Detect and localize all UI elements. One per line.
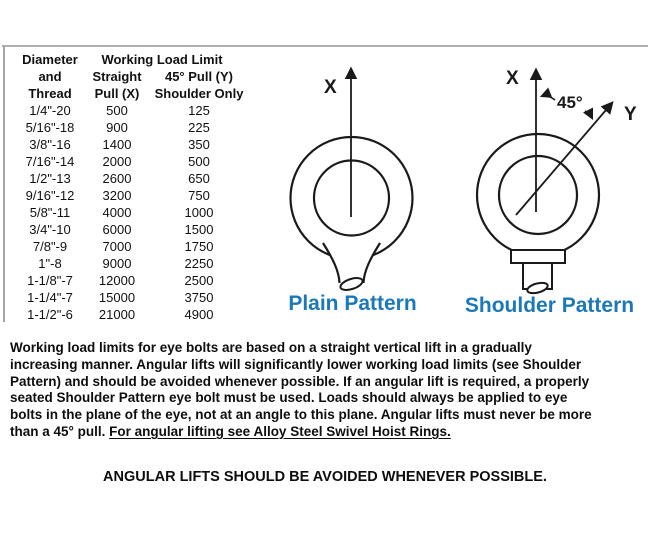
angle-pointer-right bbox=[585, 111, 592, 118]
table-row bbox=[10, 102, 254, 119]
x-axis-label: X bbox=[506, 68, 519, 89]
header-shoulder-only: Shoulder Only bbox=[154, 86, 244, 101]
cell-angular-pull: 225 bbox=[188, 120, 210, 135]
cell-angular-pull: 750 bbox=[188, 188, 210, 203]
cell-diameter-thread: 7/8"-9 bbox=[32, 239, 68, 254]
cell-angular-pull: 2500 bbox=[184, 273, 214, 288]
cell-angular-pull: 4900 bbox=[184, 307, 214, 322]
cell-straight-pull: 9000 bbox=[102, 256, 132, 271]
cell-angular-pull: 125 bbox=[188, 103, 210, 118]
paragraph-line: increasing manner. Angular lifts will significantly lower working load limits (see Shoulder bbox=[10, 356, 582, 372]
angle-45-label: 45° bbox=[557, 93, 583, 112]
cell-diameter-thread: 5/16"-18 bbox=[25, 120, 75, 135]
table-header-row-3 bbox=[10, 85, 254, 102]
table-header-row-1 bbox=[10, 51, 254, 68]
warning-text: ANGULAR LIFTS SHOULD BE AVOIDED WHENEVER POSSIBLE. bbox=[103, 469, 547, 485]
cell-angular-pull: 650 bbox=[188, 171, 210, 186]
header-straight: Straight bbox=[92, 69, 142, 84]
cell-straight-pull: 6000 bbox=[102, 222, 132, 237]
working-load-limit-table bbox=[10, 51, 254, 323]
header-45-pull: 45° Pull (Y) bbox=[164, 69, 234, 84]
cell-angular-pull: 1500 bbox=[184, 222, 214, 237]
cell-diameter-thread: 1/2"-13 bbox=[29, 171, 71, 186]
cell-angular-pull: 1750 bbox=[184, 239, 214, 254]
table-row bbox=[10, 238, 254, 255]
eye-inner-ring bbox=[499, 156, 577, 234]
plain-pattern-caption: Plain Pattern bbox=[288, 292, 417, 315]
cell-straight-pull: 2000 bbox=[102, 154, 132, 169]
table-header-row-2 bbox=[10, 68, 254, 85]
angle-pointer-left bbox=[542, 96, 555, 101]
cell-angular-pull: 2250 bbox=[184, 256, 214, 271]
cell-angular-pull: 500 bbox=[188, 154, 210, 169]
shoulder-pattern-diagram bbox=[455, 57, 650, 295]
table-row bbox=[10, 170, 254, 187]
cell-straight-pull: 1400 bbox=[102, 137, 132, 152]
paragraph-line: Pattern) and should be avoided whenever possible. If an angular lift is required, a properly bbox=[10, 373, 590, 389]
cell-diameter-thread: 7/16"-14 bbox=[25, 154, 75, 169]
table-row bbox=[10, 221, 254, 238]
cell-straight-pull: 3200 bbox=[102, 188, 132, 203]
cell-diameter-thread: 1-1/2"-6 bbox=[27, 307, 73, 322]
cell-angular-pull: 3750 bbox=[184, 290, 214, 305]
y-axis-label: Y bbox=[624, 104, 637, 125]
table-row bbox=[10, 255, 254, 272]
cell-angular-pull: 350 bbox=[188, 137, 210, 152]
header-diameter: Diameter bbox=[22, 52, 78, 67]
swivel-hoist-rings-link[interactable]: For angular lifting see Alloy Steel Swivel Hoist Rings. bbox=[109, 423, 451, 439]
paragraph-line-last bbox=[10, 424, 650, 441]
paragraph-line: bolts in the plane of the eye, not at an angle to this plane. Angular lifts must never be more bbox=[10, 407, 592, 423]
table-row bbox=[10, 204, 254, 221]
header-thread: Thread bbox=[28, 86, 72, 101]
table-row bbox=[10, 187, 254, 204]
table-row bbox=[10, 136, 254, 153]
cell-diameter-thread: 5/8"-11 bbox=[29, 205, 71, 220]
header-pull-x: Pull (X) bbox=[94, 86, 140, 101]
paragraph-line6-prefix: than a 45° pull. bbox=[10, 423, 110, 439]
top-border-line bbox=[2, 45, 648, 47]
cell-diameter-thread: 3/8"-16 bbox=[29, 137, 71, 152]
cell-straight-pull: 500 bbox=[106, 103, 128, 118]
cell-straight-pull: 12000 bbox=[98, 273, 136, 288]
table-row bbox=[10, 119, 254, 136]
shoulder-pattern-caption: Shoulder Pattern bbox=[464, 294, 635, 317]
header-and: and bbox=[38, 69, 62, 84]
info-paragraph bbox=[10, 340, 650, 441]
cell-angular-pull: 1000 bbox=[184, 205, 214, 220]
shoulder-flange bbox=[511, 250, 565, 263]
plain-pattern-diagram bbox=[283, 57, 428, 295]
table-row bbox=[10, 306, 254, 323]
cell-straight-pull: 2600 bbox=[102, 171, 132, 186]
cell-straight-pull: 7000 bbox=[102, 239, 132, 254]
cell-straight-pull: 15000 bbox=[98, 290, 136, 305]
paragraph-line: seated Shoulder Pattern eye bolt must be used. Loads should always be applied to eye bbox=[10, 390, 568, 406]
x-axis-label: X bbox=[324, 77, 337, 98]
eye-outer-ring bbox=[477, 134, 599, 256]
cell-diameter-thread: 1"-8 bbox=[38, 256, 62, 271]
cell-diameter-thread: 1-1/8"-7 bbox=[27, 273, 73, 288]
paragraph-line: Working load limits for eye bolts are based on a straight vertical lift in a gradually bbox=[10, 340, 532, 355]
cell-diameter-thread: 9/16"-12 bbox=[25, 188, 75, 203]
cell-diameter-thread: 1/4"-20 bbox=[29, 103, 71, 118]
cell-straight-pull: 21000 bbox=[98, 307, 136, 322]
table-body bbox=[10, 102, 254, 323]
header-working-load-limit: Working Load Limit bbox=[101, 52, 223, 67]
cell-diameter-thread: 3/4"-10 bbox=[29, 222, 71, 237]
left-border-line bbox=[3, 45, 5, 322]
table-row bbox=[10, 153, 254, 170]
table-row bbox=[10, 289, 254, 306]
y-axis-arrow bbox=[516, 103, 612, 215]
cell-straight-pull: 900 bbox=[106, 120, 128, 135]
table-row bbox=[10, 272, 254, 289]
cell-diameter-thread: 1-1/4"-7 bbox=[27, 290, 73, 305]
cell-straight-pull: 4000 bbox=[102, 205, 132, 220]
